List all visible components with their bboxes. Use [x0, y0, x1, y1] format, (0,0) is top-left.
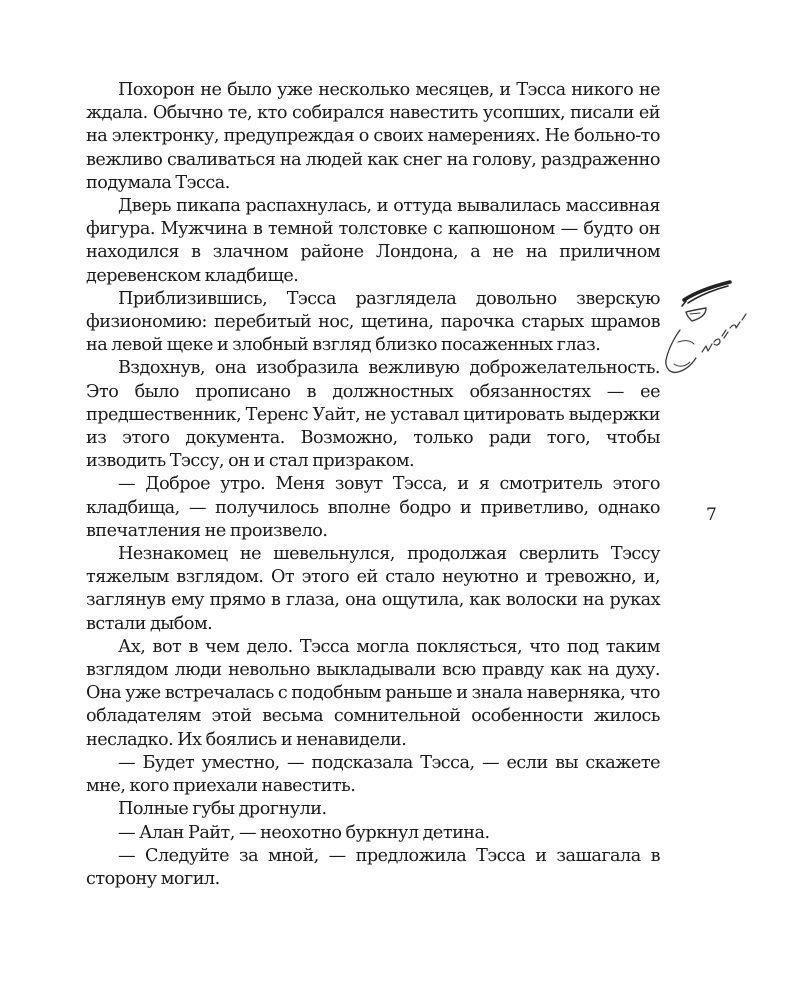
paragraph-4: Вздохнув, она изобразила вежливую доброжелательность. Это было прописано в должностных обязанностях — ее предшественник, Теренс Уайт, не уставал цитировать выдержки из этого документа. Возможно, только ради того, чтобы изводить Тэссу, он и стал призраком.: [86, 358, 660, 472]
paragraph-9: Полные губы дрогнули.: [118, 799, 327, 820]
paragraph-5: — Доброе утро. Меня зовут Тэсса, и я смотритель этого кладбища, — получилось вполне бодро и приветливо, однако впечатления не произвело.: [86, 474, 660, 541]
handwritten-scribble-icon: [656, 272, 758, 382]
paragraph-7: Ах, вот в чем дело. Тэсса могла поклясться, что под таким взглядом люди невольно выкладывали всю правду как на духу. Она уже встречалась с подобным раньше и знала наверняка, что обладателям этой весьма сомнительной особенности жилось несладко. Их боялись и ненавидели.: [86, 636, 660, 750]
paragraph-6: Незнакомец не шевельнулся, продолжая сверлить Тэссу тяжелым взглядом. От этого ей стало неуютно и тревожно, и, заглянув ему прямо в глаза, она ощутила, как волоски на руках встали дыбом.: [86, 544, 660, 634]
paragraph-11: — Следуйте за мной, — предложила Тэсса и зашагала в сторону могил.: [86, 845, 660, 889]
paragraph-1: Похорон не было уже несколько месяцев, и Тэсса никого не ждала. Обычно те, кто собирался навестить усопших, писали ей на электронку, предупреждая о своих намерениях. Не больно-то вежливо сваливаться на людей как снег на голову, раздраженно подумала Тэсса.: [86, 80, 660, 193]
paragraph-2: Дверь пикапа распахнулась, и оттуда вывалилась массивная фигура. Мужчина в темной толстовке с капюшоном — будто он находился в злачном районе Лондона, а не на приличном деревенском кладбище.: [86, 196, 660, 286]
page-number: 7: [706, 505, 717, 525]
paragraph-8: — Будет уместно, — подсказала Тэсса, — если вы скажете мне, кого приехали навестить.: [86, 752, 660, 797]
paragraph-10: — Алан Райт, — неохотно буркнул детина.: [118, 822, 490, 843]
page-body: [86, 79, 660, 891]
paragraph-3: Приблизившись, Тэсса разглядела довольно зверскую физиономию: перебитый нос, щетина, парочка старых шрамов на левой щеке и злобный взгляд близко посаженных глаз.: [86, 288, 660, 356]
